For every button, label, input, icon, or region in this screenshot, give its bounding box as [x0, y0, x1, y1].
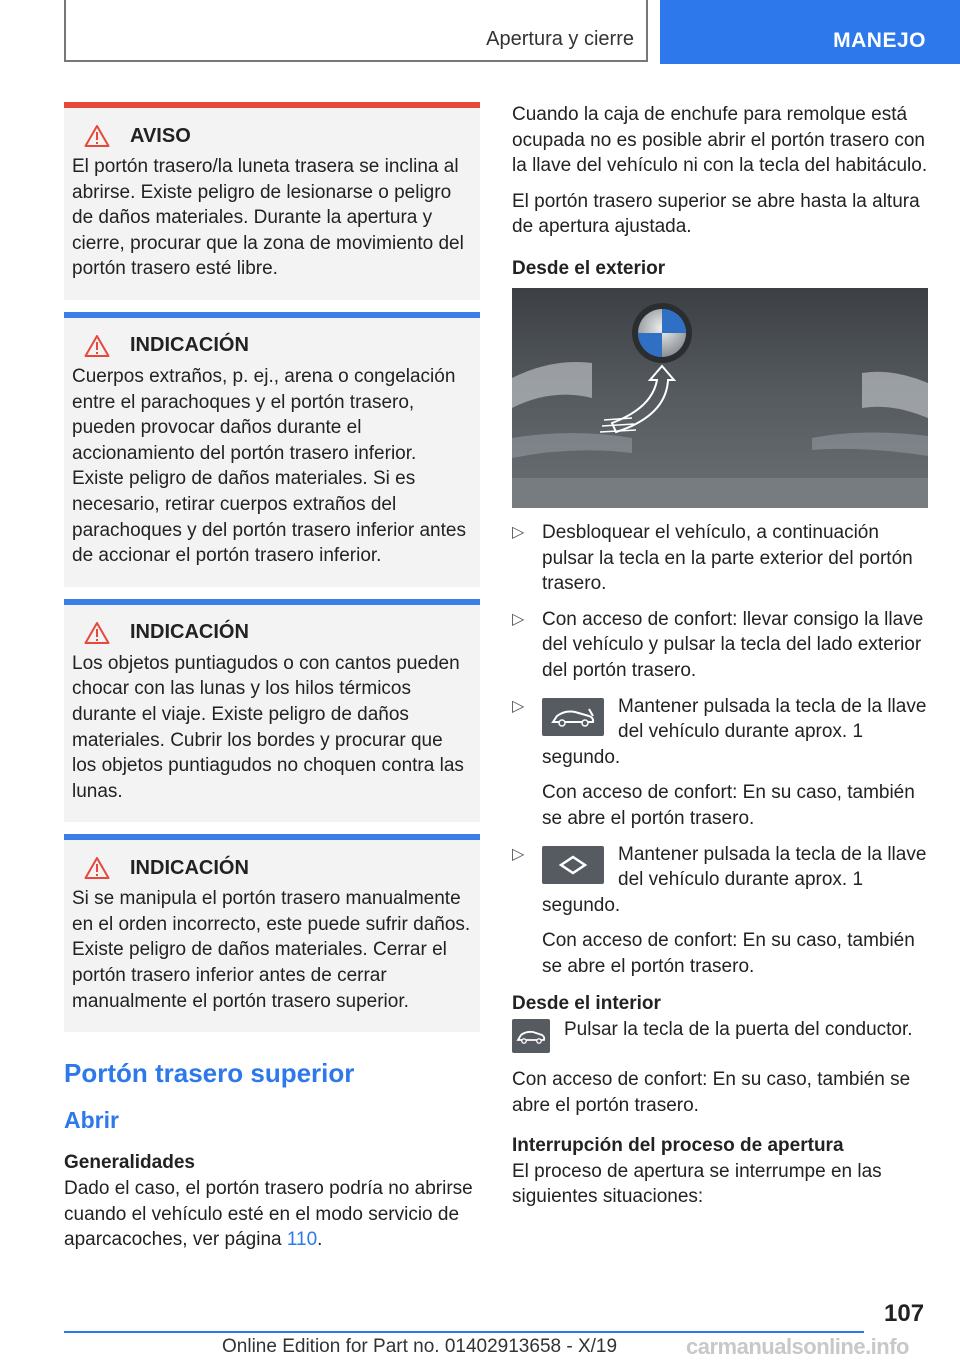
- warning-triangle-icon: [84, 621, 110, 645]
- warning-triangle-icon: [84, 856, 110, 880]
- watermark-text: carmanualsonline.info: [686, 1334, 909, 1359]
- edition-text: Online Edition for Part no. 01402913658 - X/19: [222, 1336, 618, 1357]
- notice-text: Cuerpos extraños, p. ej., arena o congelación entre el parachoques y el portón trasero, pueden provocar daños durante el accionamiento del portón trasero inferior. Existe peligro de daños materiales. Si es necesario, retirar cuerpos extraños del parachoques y del portón trasero inferior antes de accionar el portón trasero inferior.: [72, 365, 466, 567]
- list-item: ▷ Mantener pulsada la tecla de la llave del vehículo durante aprox. 1 segundo.: [512, 843, 927, 916]
- header-chapter-tab: [660, 0, 960, 64]
- topic-heading: Interrupción del proceso de apertura: [512, 1134, 844, 1156]
- tailgate-button-photo: [512, 288, 928, 508]
- footer-divider: [64, 1331, 864, 1333]
- bullet-subtext: Con acceso de confort: En su caso, también se abre el portón trasero.: [542, 782, 915, 829]
- diamond-key-icon: [542, 846, 604, 884]
- bullet-triangle-icon: ▷: [512, 697, 525, 715]
- page-reference-link[interactable]: 110: [286, 1229, 318, 1251]
- bullet-triangle-icon: ▷: [512, 523, 525, 541]
- indication-notice: [64, 599, 480, 823]
- list-item: ▷ Con acceso de confort: llevar consigo la llave del vehículo y pulsar la tecla del lado exterior del portón trasero.: [512, 608, 924, 681]
- header-section-title: Apertura y cierre: [486, 28, 634, 50]
- bullet-subtext: Con acceso de confort: En su caso, también se abre el portón trasero.: [542, 930, 915, 977]
- notice-title: INDICACIÓN: [130, 856, 249, 879]
- topic-heading: Desde el exterior: [512, 257, 666, 279]
- chapter-label: MANEJO: [833, 29, 926, 52]
- left-column: [64, 102, 480, 1263]
- indication-notice: [64, 312, 480, 587]
- general-paragraph: Dado el caso, el portón trasero podría no abrirse cuando el vehículo esté en el modo servicio de aparcacoches, ver página 110.: [64, 1178, 473, 1251]
- topic-heading: Desde el interior: [512, 993, 661, 1015]
- bullet-triangle-icon: ▷: [512, 845, 525, 863]
- notice-text: Los objetos puntiagudos o con cantos pueden chocar con las lunas y los hilos térmicos durante el viaje. Existe peligro de daños materiales. Cubrir los bordes y procurar que los objetos puntiagudos no choquen contra las lunas.: [72, 652, 464, 802]
- warning-triangle-icon: [84, 334, 110, 358]
- notice-title: INDICACIÓN: [130, 621, 249, 644]
- paragraph: El proceso de apertura se interrumpe en las siguientes situaciones:: [512, 1160, 882, 1208]
- warning-notice: [64, 102, 480, 300]
- page-number: 107: [884, 1300, 925, 1327]
- bullet-triangle-icon: ▷: [512, 610, 525, 628]
- section-heading: Portón trasero superior: [64, 1058, 355, 1089]
- car-door-key-icon: [512, 1019, 550, 1053]
- topic-heading: Generalidades: [64, 1152, 195, 1174]
- indication-notice: [64, 834, 480, 1032]
- page-header: [0, 0, 960, 66]
- notice-text: El portón trasero/la luneta trasera se inclina al abrirse. Existe peligro de lesionarse o peligro de daños materiales. Durante la apertura y cierre, procurar que la zona de movimiento del portón trasero esté libre.: [72, 156, 464, 280]
- interior-instruction: Pulsar la tecla de la puerta del conductor.: [512, 1017, 928, 1053]
- car-tailgate-key-icon: [542, 698, 604, 736]
- warning-triangle-icon: [84, 124, 110, 148]
- paragraph: Con acceso de confort: En su caso, también se abre el portón trasero.: [512, 1069, 911, 1117]
- right-column: [512, 102, 928, 1220]
- notice-title: AVISO: [130, 124, 191, 147]
- notice-text: Si se manipula el portón trasero manualmente en el orden incorrecto, este puede sufrir daños. Existe peligro de daños materiales. Cerrar el portón trasero inferior antes de cerrar manualmente el portón trasero superior.: [72, 888, 471, 1012]
- subsection-heading: Abrir: [64, 1107, 119, 1134]
- notice-title: INDICACIÓN: [130, 334, 249, 357]
- list-item: ▷ Mantener pulsada la tecla de la llave del vehículo durante aprox. 1 segundo.: [512, 695, 927, 768]
- list-item: ▷ Desbloquear el vehículo, a continuación pulsar la tecla en la parte exterior del portón trasero.: [512, 521, 913, 595]
- paragraph: El portón trasero superior se abre hasta la altura de apertura ajustada.: [512, 190, 920, 238]
- paragraph: Cuando la caja de enchufe para remolque está ocupada no es posible abrir el portón trasero con la llave del vehículo ni con la tecla del habitáculo.: [512, 104, 928, 177]
